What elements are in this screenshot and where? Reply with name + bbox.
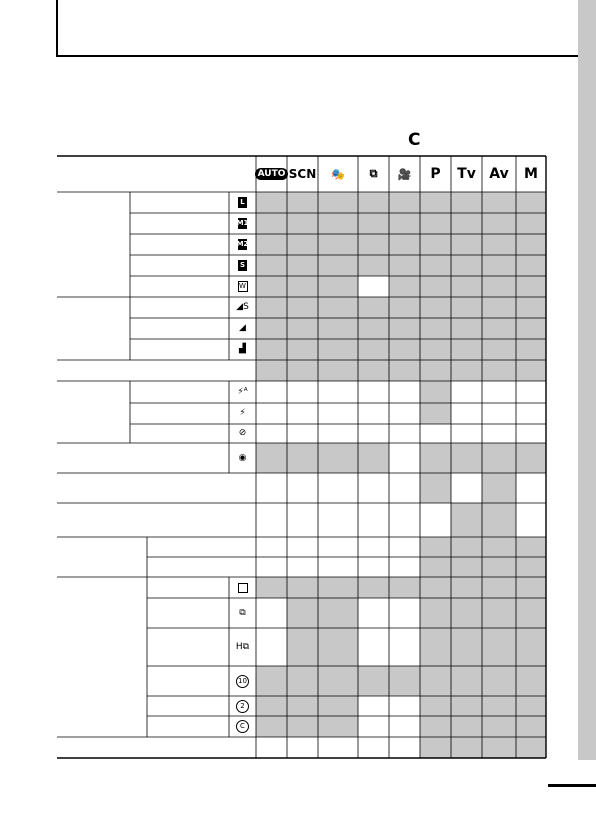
shaded-cell xyxy=(389,360,420,381)
shaded-cell xyxy=(451,696,482,716)
shaded-cell xyxy=(256,297,287,318)
shaded-cell xyxy=(482,473,516,503)
shaded-cell xyxy=(358,297,389,318)
shaded-cell xyxy=(318,318,358,339)
shaded-cell xyxy=(287,666,318,696)
row-icon xyxy=(229,276,256,297)
shaded-cell xyxy=(420,339,451,360)
shaded-cell xyxy=(358,255,389,276)
shaded-cell xyxy=(420,598,451,628)
row-icon-glyph: ⊘ xyxy=(238,428,247,438)
shaded-cell xyxy=(420,318,451,339)
shaded-cell xyxy=(287,716,318,737)
row-icon-glyph: ◉ xyxy=(238,452,247,463)
shaded-cell xyxy=(451,716,482,737)
shaded-cell xyxy=(389,234,420,255)
shaded-cell xyxy=(451,339,482,360)
shaded-cell xyxy=(420,276,451,297)
shaded-cell xyxy=(516,666,546,696)
shaded-cell xyxy=(256,666,287,696)
shaded-cell xyxy=(256,716,287,737)
shaded-cell xyxy=(516,276,546,297)
shaded-cell xyxy=(420,666,451,696)
shaded-cell xyxy=(451,213,482,234)
row-icon xyxy=(229,696,256,716)
column-header-0 xyxy=(256,156,287,192)
row-icon-glyph: W xyxy=(239,282,246,290)
shaded-cell xyxy=(516,696,546,716)
row-icon xyxy=(229,297,256,318)
column-header-7 xyxy=(482,156,516,192)
shaded-cell xyxy=(451,628,482,666)
row-icon xyxy=(229,628,256,666)
shaded-cell xyxy=(256,213,287,234)
row-icon-glyph: M2 xyxy=(236,240,249,248)
column-header-label: 🎥 xyxy=(397,167,412,181)
shaded-cell xyxy=(482,443,516,473)
shaded-cell xyxy=(516,297,546,318)
row-icon-glyph: M1 xyxy=(236,219,249,227)
row-icon xyxy=(229,716,256,737)
shaded-cell xyxy=(389,297,420,318)
shaded-cell xyxy=(482,737,516,758)
shaded-cell xyxy=(389,276,420,297)
row-icon-glyph: ▟ xyxy=(239,344,246,354)
column-header-1 xyxy=(287,156,318,192)
shaded-cell xyxy=(389,318,420,339)
shaded-cell xyxy=(256,696,287,716)
shaded-cell xyxy=(516,339,546,360)
shaded-cell xyxy=(420,403,451,424)
row-icon-glyph: ⚡ᴬ xyxy=(237,386,248,397)
shaded-cell xyxy=(482,537,516,557)
shaded-cell xyxy=(287,598,318,628)
shaded-cell xyxy=(420,381,451,403)
shaded-cell xyxy=(482,297,516,318)
shaded-cell xyxy=(420,577,451,598)
shaded-cell xyxy=(420,297,451,318)
row-icon xyxy=(229,213,256,234)
row-icon-glyph xyxy=(238,583,248,593)
shaded-cell xyxy=(287,276,318,297)
shaded-cell xyxy=(287,577,318,598)
shaded-cell xyxy=(256,577,287,598)
shaded-cell xyxy=(482,696,516,716)
shaded-cell xyxy=(318,276,358,297)
shaded-cell xyxy=(482,213,516,234)
shaded-cell xyxy=(256,339,287,360)
row-icon xyxy=(229,424,256,443)
shaded-cell xyxy=(389,255,420,276)
shaded-cell xyxy=(318,716,358,737)
shaded-cell xyxy=(451,737,482,758)
shaded-cell xyxy=(451,598,482,628)
shaded-cell xyxy=(287,234,318,255)
shaded-cell xyxy=(358,192,389,213)
shaded-cell xyxy=(482,276,516,297)
shaded-cell xyxy=(287,213,318,234)
shaded-cell xyxy=(318,666,358,696)
column-header-label: M xyxy=(524,166,538,182)
shaded-cell xyxy=(482,255,516,276)
shaded-cell xyxy=(516,234,546,255)
shaded-cell xyxy=(358,360,389,381)
shaded-cell xyxy=(318,696,358,716)
shaded-cell xyxy=(482,577,516,598)
row-icon-glyph: L xyxy=(238,197,247,208)
shaded-cell xyxy=(420,255,451,276)
shaded-cell xyxy=(482,360,516,381)
shaded-cell xyxy=(482,557,516,577)
shaded-cell xyxy=(516,318,546,339)
shaded-cell xyxy=(420,360,451,381)
row-icon xyxy=(229,192,256,213)
column-header-label: Av xyxy=(489,166,509,182)
shaded-cell xyxy=(318,598,358,628)
shaded-cell xyxy=(358,234,389,255)
shaded-cell xyxy=(516,192,546,213)
shaded-cell xyxy=(287,318,318,339)
row-icon-glyph: ◢ xyxy=(239,323,246,333)
shaded-cell xyxy=(516,737,546,758)
shaded-cell xyxy=(516,213,546,234)
shaded-cell xyxy=(358,339,389,360)
column-header-4 xyxy=(389,156,420,192)
shaded-cell xyxy=(516,577,546,598)
column-header-5 xyxy=(420,156,451,192)
shaded-cell xyxy=(287,628,318,666)
row-icon-glyph: 2 xyxy=(236,700,249,713)
shaded-cell xyxy=(516,628,546,666)
shaded-cell xyxy=(256,234,287,255)
shaded-cell xyxy=(256,443,287,473)
column-header-label: ⧉ xyxy=(369,167,378,180)
shaded-cell xyxy=(256,360,287,381)
shaded-cell xyxy=(420,192,451,213)
shaded-cell xyxy=(318,192,358,213)
shaded-cell xyxy=(482,234,516,255)
shaded-cell xyxy=(318,443,358,473)
shaded-cell xyxy=(516,360,546,381)
shaded-cell xyxy=(358,213,389,234)
shaded-cell xyxy=(256,255,287,276)
row-icon-glyph: ⚡ xyxy=(239,408,246,418)
shaded-cell xyxy=(516,537,546,557)
row-icon-glyph: 10 xyxy=(236,675,249,688)
column-header-3 xyxy=(358,156,389,192)
shaded-cell xyxy=(318,255,358,276)
shaded-cell xyxy=(451,557,482,577)
shaded-cell xyxy=(256,276,287,297)
row-icon-glyph: H⧉ xyxy=(235,641,250,652)
row-icon-glyph: ⧉ xyxy=(239,607,246,618)
row-icon xyxy=(229,577,256,598)
shaded-cell xyxy=(482,716,516,737)
shaded-cell xyxy=(318,628,358,666)
shaded-cell xyxy=(420,628,451,666)
row-icon xyxy=(229,255,256,276)
row-icon-glyph: S xyxy=(239,261,246,269)
column-header-label: Tv xyxy=(457,166,476,182)
shaded-cell xyxy=(451,234,482,255)
shaded-cell xyxy=(389,339,420,360)
shaded-cell xyxy=(389,577,420,598)
shaded-cell xyxy=(451,360,482,381)
shaded-cell xyxy=(420,473,451,503)
shaded-cell xyxy=(318,213,358,234)
shaded-cell xyxy=(451,276,482,297)
shaded-cell xyxy=(287,360,318,381)
shaded-cell xyxy=(287,192,318,213)
shaded-cell xyxy=(482,598,516,628)
shaded-cell xyxy=(420,557,451,577)
shaded-cell xyxy=(451,503,482,537)
shaded-cell xyxy=(451,192,482,213)
shaded-cell xyxy=(420,696,451,716)
shaded-cell xyxy=(420,234,451,255)
shaded-cell xyxy=(451,443,482,473)
shaded-cell xyxy=(287,297,318,318)
shaded-cell xyxy=(287,443,318,473)
shaded-cell xyxy=(420,716,451,737)
shaded-cell xyxy=(451,318,482,339)
row-icon-glyph: ◢S xyxy=(236,302,249,312)
column-header-label: P xyxy=(430,166,441,182)
shaded-cell xyxy=(358,666,389,696)
shaded-cell xyxy=(256,192,287,213)
dial-letter-label: C xyxy=(408,130,421,150)
shaded-cell xyxy=(358,577,389,598)
row-icon xyxy=(229,666,256,696)
shaded-cell xyxy=(516,557,546,577)
shaded-cell xyxy=(482,339,516,360)
shaded-cell xyxy=(482,628,516,666)
row-icon xyxy=(229,339,256,360)
shaded-cell xyxy=(451,537,482,557)
shaded-cell xyxy=(358,318,389,339)
row-icon xyxy=(229,381,256,403)
shaded-cell xyxy=(420,213,451,234)
shaded-cell xyxy=(256,318,287,339)
shaded-cell xyxy=(451,255,482,276)
shaded-cell xyxy=(420,737,451,758)
shaded-cell xyxy=(318,234,358,255)
shaded-cell xyxy=(287,255,318,276)
row-icon xyxy=(229,403,256,424)
column-header-6 xyxy=(451,156,482,192)
shaded-cell xyxy=(451,297,482,318)
shaded-cell xyxy=(516,255,546,276)
column-header-label: 🎭 xyxy=(331,167,345,181)
shaded-cell xyxy=(482,192,516,213)
shaded-cell xyxy=(389,666,420,696)
shaded-cell xyxy=(389,192,420,213)
shaded-cell xyxy=(318,339,358,360)
row-icon-glyph: C xyxy=(236,720,249,733)
shaded-cell xyxy=(451,577,482,598)
shaded-cell xyxy=(389,213,420,234)
column-header-label: AUTO xyxy=(255,168,289,180)
shaded-cell xyxy=(318,577,358,598)
column-header-label: SCN xyxy=(288,167,317,181)
row-icon xyxy=(229,598,256,628)
shaded-cell xyxy=(451,666,482,696)
shaded-cell xyxy=(516,443,546,473)
shaded-cell xyxy=(287,339,318,360)
shaded-cell xyxy=(287,696,318,716)
shaded-cell xyxy=(420,537,451,557)
shaded-cell xyxy=(516,598,546,628)
shaded-cell xyxy=(482,666,516,696)
row-icon xyxy=(229,443,256,473)
shaded-cell xyxy=(516,716,546,737)
shaded-cell xyxy=(420,443,451,473)
shaded-cell xyxy=(318,360,358,381)
shaded-cell xyxy=(318,297,358,318)
shaded-cell xyxy=(482,318,516,339)
column-header-8 xyxy=(516,156,546,192)
shaded-cell xyxy=(482,503,516,537)
shaded-cell xyxy=(358,443,389,473)
row-icon xyxy=(229,234,256,255)
column-header-2 xyxy=(318,156,358,192)
row-icon xyxy=(229,318,256,339)
